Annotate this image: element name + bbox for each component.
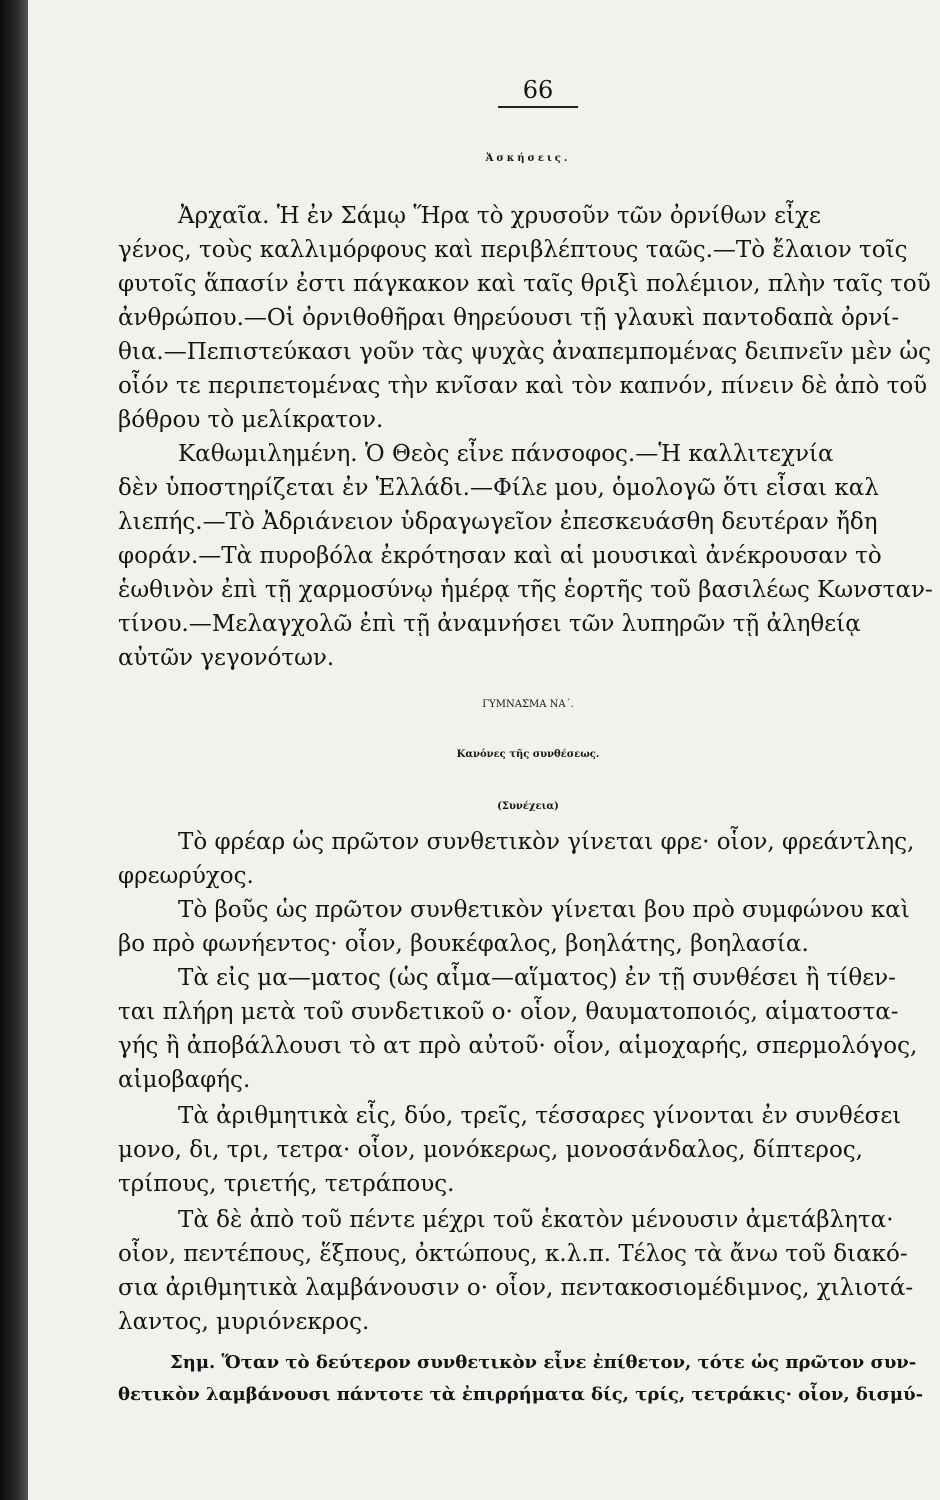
rule-line: λαντος, μυριόνεκρος. bbox=[118, 1309, 370, 1335]
rule-line: Τὰ δὲ ἀπὸ τοῦ πέντε μέχρι τοῦ ἑκατὸν μένουσιν ἀμετάβλητα· bbox=[178, 1207, 894, 1233]
note-line: Σημ. Ὅταν τὸ δεύτερον συνθετικὸν εἶνε ἐπίθετον, τότε ὡς πρῶτον συν- bbox=[170, 1352, 917, 1373]
rule-line: βο πρὸ φωνήεντος· οἷον, βουκέφαλος, βοηλάτης, βοηλασία. bbox=[118, 931, 809, 957]
rule-line: ται πλήρη μετὰ τοῦ συνδετικοῦ ο· οἷον, θαυματοποιός, αἱματοστα- bbox=[118, 999, 899, 1025]
text-line: φυτοῖς ἅπασίν ἐστι πάγκακον καὶ ταῖς θριξὶ πολέμιον, πλὴν ταῖς τοῦ bbox=[118, 271, 931, 297]
continuation-label: (Συνέχεια) bbox=[497, 801, 559, 812]
rules-title: Κανόνες τῆς συνθέσεως. bbox=[456, 749, 600, 760]
rule-line: Τὸ βοῦς ὡς πρῶτον συνθετικὸν γίνεται βου πρὸ συμφώνου καὶ bbox=[178, 897, 910, 923]
rule-line: Τὸ φρέαρ ὡς πρῶτον συνθετικὸν γίνεται φρε· οἷον, φρεάντλης, bbox=[178, 829, 915, 855]
text-line: δὲν ὑποστηρίζεται ἐν Ἑλλάδι.—Φίλε μου, ὁμολογῶ ὅτι εἶσαι καλ bbox=[118, 475, 879, 501]
text-line: φοράν.—Τὰ πυροβόλα ἐκρότησαν καὶ αἱ μουσικαὶ ἀνέκρουσαν τὸ bbox=[118, 543, 882, 569]
rule-line: μονο, δι, τρι, τετρα· οἷον, μονόκερως, μονοσάνδαλος, δίπτερος, bbox=[118, 1137, 863, 1163]
text-line: γένος, τοὺς καλλιμόρφους καὶ περιβλέπτους ταῶς.—Τὸ ἔλαιον τοῖς bbox=[118, 237, 908, 263]
rule-line: σια ἀριθμητικὰ λαμβάνουσιν ο· οἷον, πεντακοσιομέδιμνος, χιλιοτά- bbox=[118, 1275, 914, 1301]
note-line: θετικὸν λαμβάνουσι πάντοτε τὰ ἐπιρρήματα δίς, τρίς, τετράκις· οἷον, δισμύ- bbox=[118, 1384, 924, 1405]
text-line: αὐτῶν γεγονότων. bbox=[118, 645, 335, 671]
text-line: Ἀρχαῖα. Ἡ ἐν Σάμῳ Ἥρα τὸ χρυσοῦν τῶν ὀρνίθων εἶχε bbox=[178, 203, 821, 229]
rule-line: Τὰ εἰς μα—ματος (ὡς αἷμα—αἵματος) ἐν τῇ συνθέσει ἢ τίθεν- bbox=[178, 965, 896, 991]
rule-line: αἱμοβαφής. bbox=[118, 1067, 251, 1093]
rule-line: Τὰ ἀριθμητικὰ εἷς, δύο, τρεῖς, τέσσαρες γίνονται ἐν συνθέσει bbox=[178, 1103, 902, 1129]
text-line: Καθωμιλημένη. Ὁ Θεὸς εἶνε πάνσοφος.—Ἡ καλλιτεχνία bbox=[178, 441, 834, 467]
rule-line: γής ἢ ἀποβάλλουσι τὸ ατ πρὸ αὐτοῦ· οἷον, αἱμοχαρής, σπερμολόγος, bbox=[118, 1033, 918, 1059]
text-line: λιεπής.—Τὸ Ἀδριάνειον ὑδραγωγεῖον ἐπεσκευάσθη δευτέραν ἤδη bbox=[118, 509, 878, 535]
rule-line: οἷον, πεντέπους, ἕξπους, ὀκτώπους, κ.λ.π. Τέλος τὰ ἄνω τοῦ διακό- bbox=[118, 1241, 908, 1267]
rule-line: τρίπους, τριετής, τετράπους. bbox=[118, 1171, 455, 1197]
text-line: τίνου.—Μελαγχολῶ ἐπὶ τῇ ἀναμνήσει τῶν λυπηρῶν τῇ ἀληθείᾳ bbox=[118, 611, 861, 637]
gymnasma-title: ΓΥΜΝΑΣΜΑ ΝΑ΄. bbox=[482, 699, 574, 710]
text-line: θια.—Πεπιστεύκασι γοῦν τὰς ψυχὰς ἀναπεμπομένας δειπνεῖν μὲν ὡς bbox=[118, 339, 931, 365]
text-line: ἑωθινὸν ἐπὶ τῇ χαρμοσύνῳ ἡμέρᾳ τῆς ἑορτῆς τοῦ βασιλέως Κωνσταν- bbox=[118, 577, 933, 603]
rule-line: φρεωρύχος. bbox=[118, 863, 254, 889]
text-line: ἀνθρώπου.—Οἱ ὀρνιθοθῆραι θηρεύουσι τῇ γλαυκὶ παντοδαπὰ ὀρνί- bbox=[118, 305, 900, 331]
text-line: βόθρου τὸ μελίκρατον. bbox=[118, 407, 384, 433]
page-number-ornament bbox=[498, 106, 578, 116]
page-number: 66 bbox=[522, 76, 554, 104]
section-title: Ἀσκήσεις. bbox=[485, 153, 571, 164]
book-page bbox=[28, 0, 940, 1500]
book-gutter-shadow bbox=[0, 0, 28, 1500]
text-line: οἷόν τε περιπετομένας τὴν κνῖσαν καὶ τὸν καπνόν, πίνειν δὲ ἀπὸ τοῦ bbox=[118, 373, 928, 399]
